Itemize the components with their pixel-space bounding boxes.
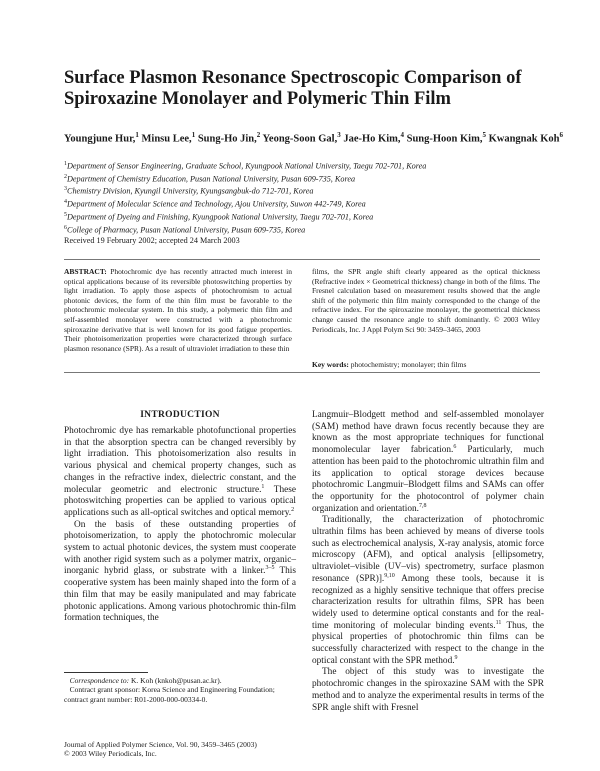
abstract-left-column — [64, 267, 292, 353]
affiliation-text: Department of Molecular Science and Technology, Ajou University, Suwon 442-749, Korea — [67, 199, 366, 209]
affiliation-text: Department of Sensor Engineering, Graduate School, Kyungpook National University, Taegu 702-701, Korea — [67, 161, 427, 171]
paragraph-text: Thus, the physical properties of photochromic thin films can be successfully characterized with respect to the change in the optical constant with the SPR method. — [312, 620, 544, 666]
affiliation-text: Department of Chemistry Education, Pusan National University, Pusan 609-735, Korea — [67, 174, 356, 184]
footnotes — [64, 676, 296, 704]
citation-mark: 7,8 — [418, 502, 427, 509]
citation-mark: 1 — [261, 483, 265, 490]
author-name: Yeong-Soon Gal, — [262, 133, 338, 145]
correspondence-note — [64, 676, 296, 685]
correspondence-email: K. Koh (knkoh@pusan.ac.kr). — [131, 676, 222, 685]
author-affiliation-mark: 1 — [135, 131, 139, 139]
affiliation-mark: 6 — [64, 224, 67, 231]
paragraph-text: Particularly, much attention has been paid to the photochromic ultrathin film and its application to optical storage devices because photochromic Langmuir–Blodgett films and SAMs can offer the opportunity for the photocontrol of polymer chain organization and orientation. — [312, 445, 544, 514]
footnote-divider — [64, 672, 148, 673]
keywords-label: Key words: — [312, 360, 349, 369]
grant-note — [64, 685, 296, 704]
author-affiliation-mark: 5 — [482, 131, 486, 139]
body-paragraph — [312, 515, 544, 667]
affiliation-item — [64, 159, 564, 172]
journal-citation: Journal of Applied Polymer Science, Vol. 90, 3459–3465 (2003) — [64, 740, 257, 749]
paper-title: Surface Plasmon Resonance Spectroscopic Comparison of Spiroxazine Monolayer and Polymeric Thin Film — [64, 68, 522, 109]
paragraph-text: This cooperative system has been mainly shaped into the form of a thin film that may be easily manipulated and may fabricate photonic applications. Among various photochromic thin-film formation techniques, the — [64, 566, 297, 624]
section-heading: INTRODUCTION — [140, 410, 220, 420]
journal-info — [64, 740, 296, 759]
paragraph-text: On the basis of these outstanding properties of photoisomerization, to apply the photochromic molecular system to actual photonic devices, the system must cooperate with another rigid system such as a polymer matrix, organic–inorganic hybrid glass, or substrate with a linker. — [64, 519, 296, 577]
affiliation-list — [64, 159, 564, 235]
paragraph-text: Traditionally, the characterization of photochromic ultrathin films has been achieved by means of diverse tools such as electrochemical analysis, X-ray analysis, atomic force microscopy (AFM), and optical analysis [ellipsometry, ultraviolet–visible (UV–vis) spectrometry, surface plasmon resonance (SPR)]. — [312, 515, 544, 584]
affiliation-item — [64, 223, 564, 236]
author-list — [64, 129, 564, 146]
affiliation-mark: 3 — [64, 186, 67, 193]
abstract-text-right: films, the SPR angle shift clearly appeared as the optical thickness (Refractive index × Geometrical thickness) change in both of the films. The Fresnel calculation based on measurement results showed that the angle shift of the polymeric thin film mainly corresponded to the change of the refractive index. For the spiroxazine monolayer, the geometrical thickness change caused the resonance angle to shift dominantly. © 2003 Wiley Periodicals, Inc. J Appl Polym Sci 90: 3459–3465, 2003 — [312, 267, 540, 334]
paragraph-text: Photochromic dye has remarkable photofunctional properties in that the absorption spectra can be changed reversibly by light irradiation. This photoisomerization also results in various physical and chemical property changes, such as changes in the refractive index, dielectric constant, and the molecular geometric and electronic structure. — [64, 426, 296, 495]
keywords-text: photochemistry; monolayer; thin films — [350, 360, 467, 369]
abstract-right-column — [312, 267, 540, 334]
correspondence-label: Correspondence to: — [69, 676, 130, 685]
affiliation-text: Chemistry Division, Kyungil University, Kyungsangbuk-do 712-701, Korea — [67, 187, 314, 197]
affiliation-item — [64, 210, 564, 223]
body-paragraph — [312, 667, 544, 714]
abstract-heading: ABSTRACT: — [64, 267, 107, 276]
affiliation-item — [64, 197, 564, 210]
citation-mark: 2 — [291, 506, 295, 513]
paragraph-text: The object of this study was to investigate the photochromic changes in the spiroxazine SAM with the SPR method and to analyze the experimental results in terms of the SPR angle shift with Fresnel — [312, 667, 544, 713]
affiliation-mark: 1 — [64, 161, 67, 167]
affiliation-mark: 2 — [64, 173, 67, 180]
author-affiliation-mark: 1 — [191, 131, 196, 139]
journal-copyright: © 2003 Wiley Periodicals, Inc. — [64, 749, 157, 759]
affiliation-text: College of Pharmacy, Pusan National University, Pusan 609-735, Korea — [67, 225, 306, 235]
body-right-column — [312, 410, 544, 714]
author-name: Youngjune Hur, — [64, 133, 136, 145]
author-name: Sung-Hoon Kim, — [406, 133, 483, 145]
citation-mark: 9 — [454, 654, 458, 661]
author-name: Minsu Lee, — [141, 133, 192, 145]
paragraph-text: Langmuir–Blodgett method and self-assembled monolayer (SAM) method have drawn focus recently because they are known as the most appropriate techniques for functional monomolecular layer fabrication. — [312, 410, 544, 456]
abstract-text-left: Photochromic dye has recently attracted much interest in optical applications because of its reversible photoswitching properties by light irradiation. To apply those aspects of photochromism to actual photonic devices, the form of the thin film must be favorable to the photochromic molecular system. In this study, a polymeric thin film and self-assembled monolayer were constructed with a photochromic spiroxazine derivative that is well known for its good fatigue properties. Their photoisomerization properties were characterized through surface plasmon resonance (SPR). As a result of ultraviolet irradiation to these thin — [64, 267, 292, 353]
author-affiliation-mark: 2 — [256, 131, 261, 139]
affiliation-mark: 4 — [64, 199, 67, 206]
keywords-line — [312, 360, 466, 369]
affiliation-item — [64, 184, 564, 197]
affiliation-item — [64, 172, 564, 185]
body-left-column — [64, 426, 296, 625]
body-paragraph — [64, 426, 296, 520]
author-affiliation-mark: 6 — [559, 131, 563, 139]
grant-text: Contract grant sponsor: Korea Science and Engineering Foundation; contract grant number: R01-2000-000-00334-0. — [64, 685, 275, 704]
author-name: Sung-Ho Jin, — [197, 133, 257, 145]
author-name: Jae-Ho Kim, — [343, 133, 401, 145]
body-paragraph — [64, 520, 296, 625]
author-name: Kwangnak Koh — [488, 133, 560, 145]
author-affiliation-mark: 4 — [400, 131, 404, 139]
citation-mark: 9,10 — [384, 572, 395, 579]
paragraph-text: Among these tools, because it is recognized as a highly sensitive technique that offers precise characterization results for ultrathin films, SPR has been widely used to determine optical constants and for the real-time monitoring of molecular binding events. — [312, 573, 544, 631]
body-paragraph — [312, 410, 544, 515]
received-date: Received 19 February 2002; accepted 24 March 2003 — [64, 236, 240, 245]
paragraph-text: These photoswitching properties can be applied to various optical applications such as all-optical switches and optical memory. — [64, 484, 296, 518]
affiliation-text: Department of Dyeing and Finishing, Kyungpook National University, Taegu 702-701, Korea — [67, 212, 374, 222]
author-affiliation-mark: 3 — [337, 131, 341, 139]
affiliation-mark: 5 — [64, 211, 67, 218]
citation-mark: 3–5 — [265, 565, 275, 572]
citation-mark: 11 — [495, 619, 502, 626]
citation-mark: 6 — [453, 444, 457, 451]
